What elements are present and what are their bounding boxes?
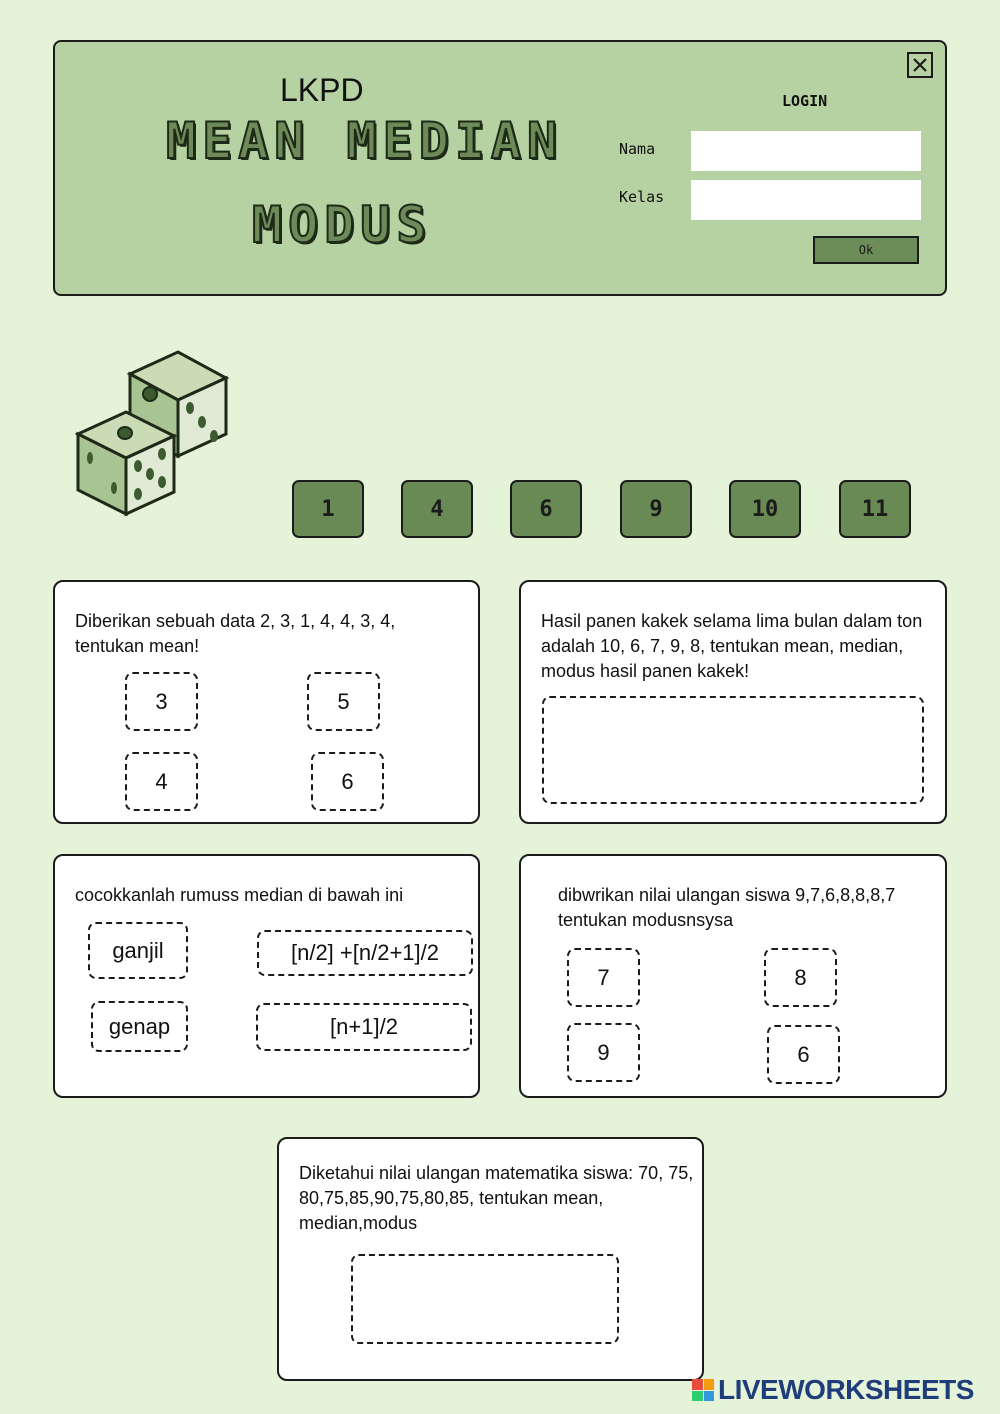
- q4-option[interactable]: 8: [764, 948, 837, 1007]
- question-1-text-line1: Diberikan sebuah data 2, 3, 1, 4, 4, 3, 4,: [75, 611, 396, 631]
- dice-icon: [74, 348, 234, 518]
- q4-option[interactable]: 7: [567, 948, 640, 1007]
- logo-square: [692, 1391, 703, 1402]
- question-5-text-line1: Diketahui nilai ulangan matematika siswa: 70, 75,: [299, 1163, 694, 1183]
- question-4-text-line1: dibwrikan nilai ulangan siswa 9,7,6,8,8,8,7: [558, 885, 896, 905]
- question-4-text-line2: tentukan modusnsysa: [558, 910, 734, 930]
- number-chip-9[interactable]: 9: [620, 480, 692, 538]
- match-right-formula-2[interactable]: [n+1]/2: [256, 1003, 472, 1051]
- close-button[interactable]: [907, 52, 933, 78]
- q1-option[interactable]: 3: [125, 672, 198, 731]
- ok-button[interactable]: Ok: [813, 236, 919, 264]
- lkpd-label: LKPD: [280, 72, 364, 108]
- number-chip-11[interactable]: 11: [839, 480, 911, 538]
- nama-label: Nama: [619, 140, 656, 158]
- liveworksheets-logo-icon: [692, 1379, 714, 1401]
- question-3-text: cocokkanlah rumuss median di bawah ini: [75, 885, 404, 905]
- liveworksheets-brand[interactable]: [692, 1372, 974, 1408]
- number-chip-6[interactable]: 6: [510, 480, 582, 538]
- match-right-formula-1[interactable]: [n/2] +[n/2+1]/2: [257, 930, 473, 976]
- number-chip-1[interactable]: 1: [292, 480, 364, 538]
- question-1-text-line2: tentukan mean!: [75, 636, 200, 656]
- q2-answer-box[interactable]: [542, 696, 924, 804]
- close-icon: [912, 57, 928, 73]
- q5-answer-box[interactable]: [351, 1254, 619, 1344]
- q1-option[interactable]: 6: [311, 752, 384, 811]
- question-2-text-line3: modus hasil panen kakek!: [541, 661, 750, 681]
- nama-input[interactable]: [691, 131, 921, 171]
- logo-square: [704, 1379, 715, 1390]
- number-chip-4[interactable]: 4: [401, 480, 473, 538]
- question-5-text-line2: 80,75,85,90,75,80,85, tentukan mean,: [299, 1188, 604, 1208]
- question-2-text-line2: adalah 10, 6, 7, 9, 8, tentukan mean, median,: [541, 636, 904, 656]
- page-title-line2: MODUS: [252, 196, 433, 254]
- logo-square: [704, 1391, 715, 1402]
- question-5-text-line3: median,modus: [299, 1213, 418, 1233]
- brand-text: LIVEWORKSHEETS: [718, 1374, 974, 1405]
- logo-square: [692, 1379, 703, 1390]
- page-title-line1: MEAN MEDIAN: [166, 112, 564, 170]
- q1-option[interactable]: 4: [125, 752, 198, 811]
- match-left-ganjil[interactable]: ganjil: [88, 922, 188, 979]
- number-chip-10[interactable]: 10: [729, 480, 801, 538]
- kelas-label: Kelas: [619, 188, 665, 206]
- match-left-genap[interactable]: genap: [91, 1001, 188, 1052]
- question-2-text-line1: Hasil panen kakek selama lima bulan dalam ton: [541, 611, 923, 631]
- q4-option[interactable]: 6: [767, 1025, 840, 1084]
- q4-option[interactable]: 9: [567, 1023, 640, 1082]
- kelas-input[interactable]: [691, 180, 921, 220]
- login-title: LOGIN: [782, 92, 828, 110]
- q1-option[interactable]: 5: [307, 672, 380, 731]
